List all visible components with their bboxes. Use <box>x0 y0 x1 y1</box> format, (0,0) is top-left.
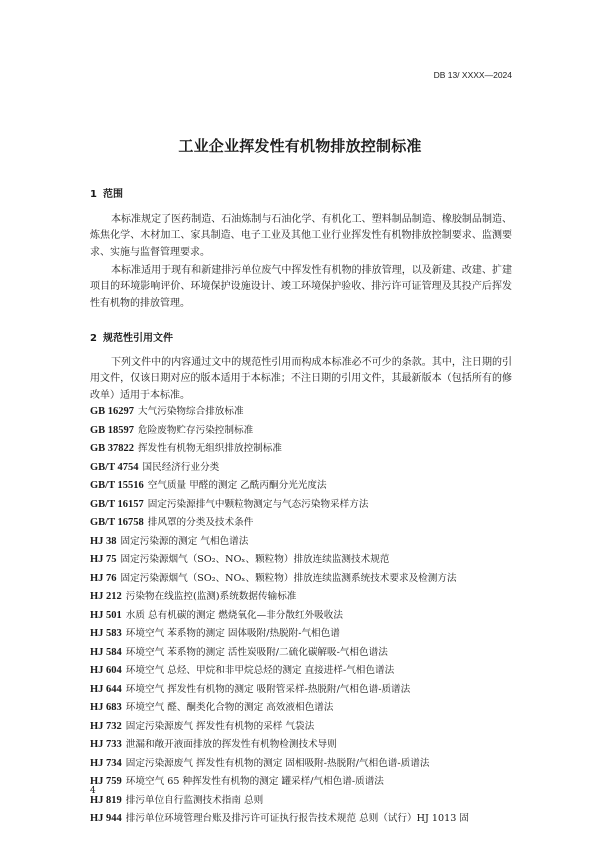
reference-title: 环境空气 醛、酮类化合物的测定 高效液相色谱法 <box>125 702 334 713</box>
section-heading-normative-references <box>90 329 173 344</box>
reference-item <box>90 625 520 644</box>
reference-code: HJ 212 <box>90 591 122 602</box>
reference-title: 危险废物贮存污染控制标准 <box>138 424 254 436</box>
reference-title: 排风罩的分类及技术条件 <box>147 517 254 528</box>
reference-code: HJ 944 <box>90 813 122 824</box>
reference-item <box>90 644 520 663</box>
reference-code: GB/T 15516 <box>90 480 144 491</box>
scope-paragraph-2: 本标准适用于现有和新建排污单位废气中挥发性有机物的排放管理，以及新建、改建、扩建项目的环境影响评价、环境保护设施设计、竣工环境保护验收、排污许可证管理及其投产后挥发性有机物的排放管理。 <box>90 265 512 309</box>
reference-code: HJ 75 <box>90 554 117 565</box>
reference-code: GB/T 16758 <box>90 517 144 528</box>
reference-item <box>90 755 520 774</box>
reference-code: GB/T 16157 <box>90 498 144 510</box>
reference-code: HJ 819 <box>90 794 122 806</box>
reference-item <box>90 422 520 441</box>
reference-code: HJ 734 <box>90 757 122 769</box>
reference-title: 环境空气 总烃、甲烷和非甲烷总烃的测定 直接进样-气相色谱法 <box>125 665 395 676</box>
reference-item <box>90 496 520 515</box>
reference-code: GB 16297 <box>90 406 135 417</box>
reference-item <box>90 403 520 422</box>
reference-title: 国民经济行业分类 <box>142 461 220 473</box>
reference-title: 固定污染源排气中颗粒物测定与气态污染物采样方法 <box>147 498 369 510</box>
reference-item <box>90 533 520 552</box>
reference-title: 大气污染物综合排放标准 <box>138 406 244 417</box>
reference-code: HJ 76 <box>90 572 117 584</box>
scope-paragraph-1: 本标准规定了医药制造、石油炼制与石油化学、有机化工、塑料制品制造、橡胶制品制造、炼焦化学、木材加工、家具制造、电子工业及其他工业行业挥发性有机物排放控制要求、监测要求、实施与监督管理要求。 <box>90 214 512 258</box>
reference-item <box>90 662 520 681</box>
reference-item <box>90 681 520 700</box>
document-code-header: DB 13/ XXXX—2024 <box>433 70 512 80</box>
reference-title: 空气质量 甲醛的测定 乙酰丙酮分光光度法 <box>147 480 327 491</box>
reference-item <box>90 699 520 718</box>
page-number: 4 <box>90 786 96 796</box>
reference-item <box>90 792 520 811</box>
reference-title: 环境空气 苯系物的测定 活性炭吸附/二硫化碳解吸-气相色谱法 <box>125 646 388 658</box>
reference-code: HJ 759 <box>90 776 122 787</box>
reference-code: HJ 644 <box>90 683 122 695</box>
reference-title: 固定污染源废气 挥发性有机物的测定 固相吸附-热脱附/气相色谱-质谱法 <box>125 757 430 769</box>
section-title: 规范性引用文件 <box>102 333 173 344</box>
reference-item <box>90 551 520 570</box>
reference-title: 水质 总有机碳的测定 燃烧氧化—非分散红外吸收法 <box>125 609 343 621</box>
reference-title: 排污单位环境管理台账及排污许可证执行报告技术规范 总则（试行）HJ 1013 固 <box>125 813 469 824</box>
reference-code: HJ 584 <box>90 646 122 658</box>
reference-title: 固定污染源烟气（SO₂、NOₓ、颗粒物）排放连续监测系统技术要求及检测方法 <box>120 572 457 584</box>
reference-title: 挥发性有机物无组织排放控制标准 <box>138 443 282 454</box>
reference-code: HJ 732 <box>90 720 122 732</box>
reference-list <box>90 403 520 829</box>
reference-title: 泄漏和敞开液面排放的挥发性有机物检测技术导则 <box>125 739 337 750</box>
section-heading-scope <box>90 185 123 200</box>
reference-code: GB 18597 <box>90 424 135 436</box>
reference-code: HJ 604 <box>90 665 122 676</box>
reference-item <box>90 607 520 626</box>
reference-code: HJ 733 <box>90 739 122 750</box>
reference-title: 环境空气 65 种挥发性有机物的测定 罐采样/气相色谱-质谱法 <box>125 776 384 787</box>
reference-code: HJ 501 <box>90 609 122 621</box>
section-number: 1 <box>90 189 97 200</box>
reference-code: HJ 38 <box>90 535 117 547</box>
reference-title: 固定污染源烟气（SO₂、NOₓ、颗粒物）排放连续监测技术规范 <box>120 554 390 565</box>
reference-title: 污染物在线监控(监测)系统数据传输标准 <box>125 591 297 602</box>
reference-item <box>90 810 520 829</box>
reference-item <box>90 440 520 459</box>
reference-item <box>90 477 520 496</box>
reference-title: 环境空气 挥发性有机物的测定 吸附管采样-热脱附/气相色谱-质谱法 <box>125 683 411 695</box>
reference-item <box>90 588 520 607</box>
reference-item <box>90 459 520 478</box>
reference-item <box>90 773 520 792</box>
reference-item <box>90 736 520 755</box>
reference-code: HJ 683 <box>90 702 122 713</box>
document-title: 工业企业挥发性有机物排放控制标准 <box>178 137 422 155</box>
reference-title: 固定污染源废气 挥发性有机物的采样 气袋法 <box>125 720 315 732</box>
reference-code: GB/T 4754 <box>90 461 139 473</box>
section-title: 范围 <box>102 189 123 200</box>
reference-item <box>90 514 520 533</box>
reference-code: GB 37822 <box>90 443 135 454</box>
reference-title: 排污单位自行监测技术指南 总则 <box>125 794 264 806</box>
reference-item <box>90 718 520 737</box>
reference-title: 固定污染源的测定 气相色谱法 <box>120 535 249 547</box>
reference-title: 环境空气 苯系物的测定 固体吸附/热脱附-气相色谱 <box>125 628 340 639</box>
reference-code: HJ 583 <box>90 628 122 639</box>
reference-item <box>90 570 520 589</box>
references-intro-paragraph: 下列文件中的内容通过文中的规范性引用而构成本标准必不可少的条款。其中，注日期的引用文件，仅该日期对应的版本适用于本标准；不注日期的引用文件，其最新版本（包括所有的修改单）适用于本标准。 <box>90 357 512 401</box>
section-number: 2 <box>90 333 97 344</box>
